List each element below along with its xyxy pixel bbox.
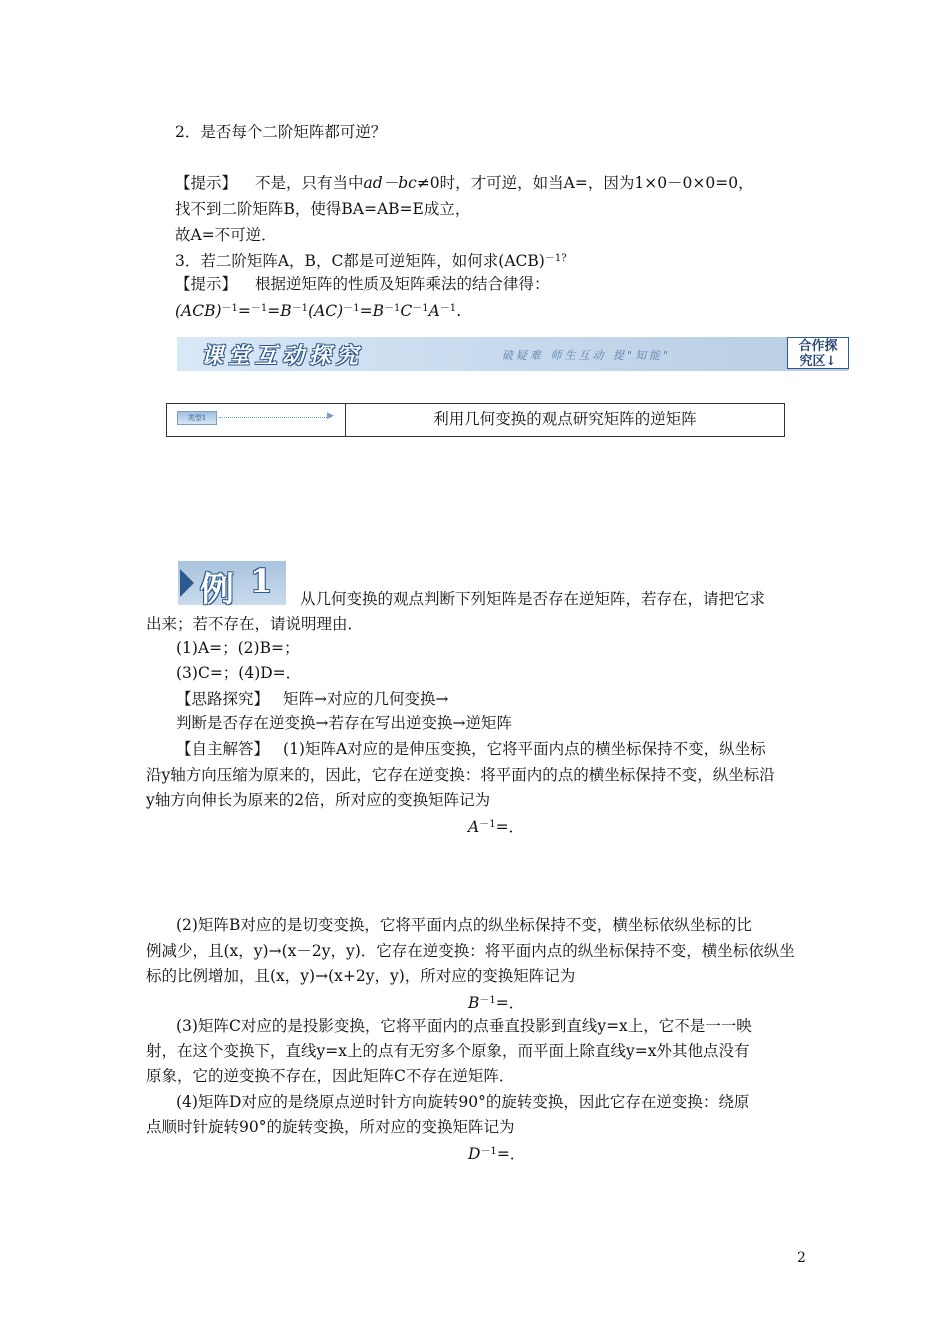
- banner-label-box: [787, 337, 849, 369]
- answer-p2-line-3: 标的比例增加，且(x，y)→(x+2y，y)，所对应的变换矩阵记为: [146, 967, 576, 985]
- dotted-line: [219, 417, 331, 418]
- formula-part: C: [400, 302, 413, 320]
- formula-sup: －1: [221, 303, 238, 314]
- example-items-1: (1)A=；(2)B=；: [176, 639, 300, 657]
- answer-p3-line-1: (3)矩阵C对应的是投影变换，它将平面内的点垂直投影到直线y=x上，它不是一一映: [176, 1017, 752, 1035]
- arrow-right-icon: ▶: [327, 411, 334, 421]
- hint-2-line-1: [175, 173, 754, 193]
- answer-p1-line-3: y轴方向伸长为原来的2倍，所对应的变换矩阵记为: [146, 791, 491, 809]
- banner-box-line-2: 究区↓: [799, 354, 837, 369]
- formula-sup: －1: [291, 303, 309, 314]
- hint-2-line-3: 故A=不可逆．: [175, 226, 277, 244]
- answer-p3-line-2: 射，在这个变换下，直线y=x上的点有无穷多个原象，而平面上除直线y=x外其他点没有: [146, 1042, 750, 1060]
- d-inverse: [468, 1142, 525, 1164]
- inverse-sup: －1: [480, 1146, 497, 1157]
- formula-sup: －1: [383, 303, 401, 314]
- answer-text: (1)矩阵A对应的是伸压变换，它将平面内点的横坐标保持不变，纵坐标: [283, 740, 766, 758]
- type-tag: 类型1: [177, 411, 217, 425]
- hint-label: 【提示】: [175, 174, 238, 192]
- answer-p4-line-2: 点顺时针旋转90°的旋转变换，所对应的变换矩阵记为: [146, 1118, 515, 1136]
- answer-p2-line-1: (2)矩阵B对应的是切变变换，它将平面内点的纵坐标保持不变，横坐标依纵坐标的比: [176, 916, 752, 934]
- banner-box-line-1: 合作探: [798, 339, 838, 354]
- determinant-expr: ad－bc: [363, 174, 417, 192]
- formula-part: (ACB): [175, 302, 222, 320]
- banner-subtitle: 破疑难 师生互动 提"知能": [502, 349, 672, 362]
- example-badge-label: 例: [200, 570, 234, 610]
- answer-p4-line-1: (4)矩阵D对应的是绕原点逆时针方向旋转90°的旋转变换，因此它存在逆变换：绕原: [176, 1093, 750, 1111]
- formula-part: (AC): [308, 302, 344, 320]
- matrix-symbol: B: [468, 994, 480, 1012]
- example-items-2: (3)C=；(4)D=．: [176, 664, 302, 682]
- example-text-line-1: 从几何变换的观点判断下列矩阵是否存在逆矩阵，若存在，请把它求: [300, 590, 766, 608]
- type-title: 利用几何变换的观点研究矩阵的逆矩阵: [433, 410, 697, 428]
- thinking-line-1: [176, 689, 449, 709]
- thinking-text: 矩阵→对应的几何变换→: [283, 690, 449, 708]
- hint-label: 【提示】: [175, 275, 238, 293]
- equals-tail: =．: [495, 994, 525, 1012]
- banner-title: 课堂互动探究: [201, 343, 364, 369]
- hint-2-line-2: 找不到二阶矩阵B，使得BA=AB=E成立，: [175, 200, 471, 218]
- answer-label: 【自主解答】: [176, 740, 270, 758]
- section-banner: [177, 337, 849, 371]
- answer-p2-line-2: 例减少，且(x，y)→(x－2y，y)．它存在逆变换：将平面内点的纵坐标保持不变，横坐标依纵坐: [146, 942, 795, 960]
- formula-sup: －1: [439, 303, 457, 314]
- triangle-icon: [180, 569, 194, 597]
- answer-p3-line-3: 原象，它的逆变换不存在，因此矩阵C不存在逆矩阵．: [146, 1067, 515, 1085]
- formula-part: =: [237, 302, 251, 320]
- formula-part: .: [456, 302, 462, 320]
- question-3-sup: －1?: [544, 253, 567, 264]
- answer-p1-line-2: 沿y轴方向压缩为原来的，因此，它存在逆变换：将平面内的点的横坐标保持不变，纵坐标沿: [146, 766, 775, 784]
- formula-part: =B: [359, 302, 384, 320]
- formula-sup: －1: [343, 303, 360, 314]
- formula-part: A: [428, 302, 440, 320]
- a-inverse: [468, 815, 524, 837]
- hint-3-text: 根据逆矩阵的性质及矩阵乘法的结合律得：: [255, 275, 550, 293]
- example-badge-number: 1: [250, 562, 273, 600]
- hint-3-formula: [175, 299, 461, 321]
- answer-p1-line-1: [176, 739, 766, 759]
- type-label-cell: [167, 404, 346, 436]
- thinking-line-2: 判断是否存在逆变换→若存在写出逆变换→逆矩阵: [176, 714, 512, 732]
- question-2: 2．是否每个二阶矩阵都可逆？: [175, 123, 387, 141]
- example-badge: [178, 561, 286, 610]
- inverse-sup: －1: [479, 995, 496, 1006]
- matrix-symbol: A: [468, 818, 480, 836]
- type-section-header: [166, 403, 785, 437]
- matrix-symbol: D: [468, 1145, 481, 1163]
- question-3-text: 3．若二阶矩阵A，B，C都是可逆矩阵，如何求(ACB): [175, 252, 545, 270]
- formula-sup: －1: [250, 303, 268, 314]
- inverse-sup: －1: [479, 819, 496, 830]
- hint-2-text-tail: ≠0时，才可逆，如当A=，因为1×0－0×0=0，: [416, 174, 754, 192]
- thinking-label: 【思路探究】: [176, 690, 270, 708]
- hint-3-line-1: [175, 274, 550, 294]
- question-3: [175, 249, 567, 271]
- hint-2-text: 不是，只有当中: [255, 174, 364, 192]
- formula-part: =B: [267, 302, 292, 320]
- formula-sup: －1: [412, 303, 429, 314]
- page-number: 2: [797, 1250, 806, 1266]
- equals-tail: =．: [496, 1145, 526, 1163]
- equals-tail: =．: [495, 818, 525, 836]
- example-text-line-2: 出来；若不存在，请说明理由．: [146, 615, 364, 633]
- b-inverse: [468, 991, 524, 1013]
